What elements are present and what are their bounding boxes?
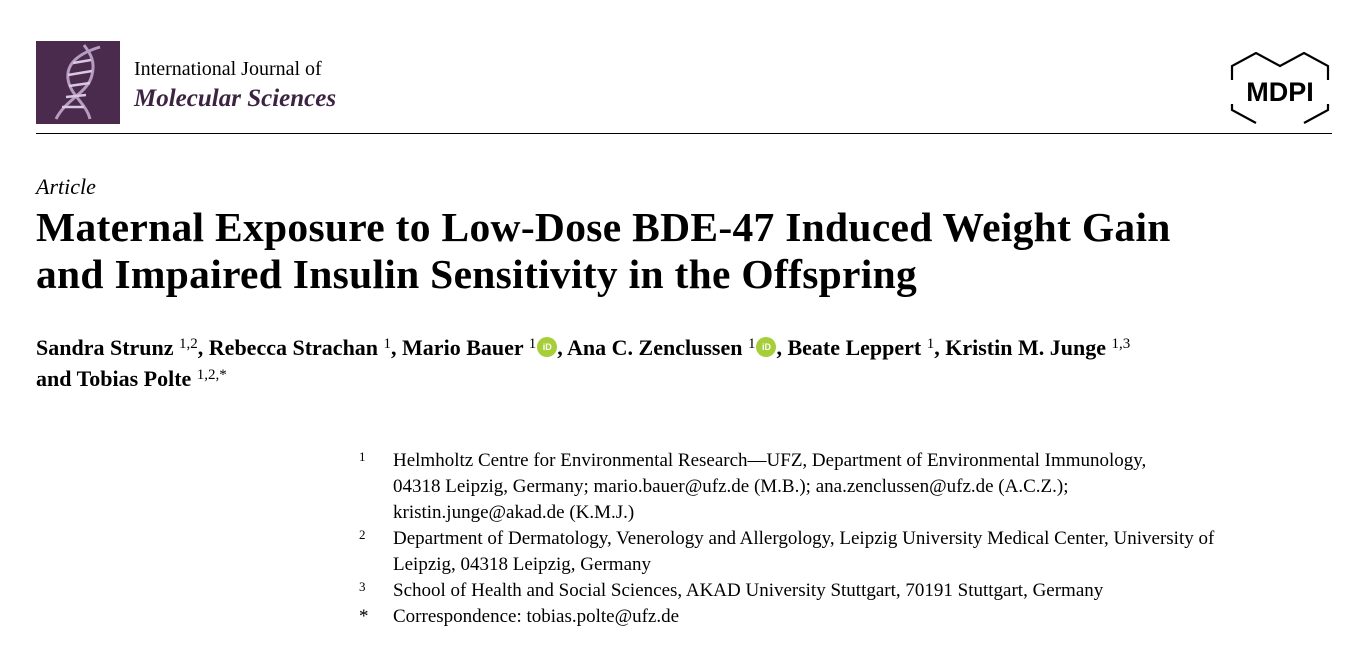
author-name[interactable]: Sandra Strunz — [36, 335, 174, 360]
author-affiliation-ref: 1 — [528, 336, 537, 352]
affiliation-text: 04318 Leipzig, Germany; mario.bauer@ufz.de (M.B.); ana.zenclussen@ufz.de (A.C.Z.); — [393, 476, 1069, 497]
author-name[interactable]: Ana C. Zenclussen — [567, 335, 743, 360]
author-affiliation-ref: 1 — [926, 336, 935, 352]
author-affiliation-ref: 1,2,* — [196, 367, 227, 383]
affiliation-marker: 3 — [359, 579, 366, 594]
affiliation-item — [359, 526, 1339, 578]
author-separator: , — [934, 335, 946, 360]
journal-name-line2: Molecular Sciences — [134, 85, 337, 112]
author-line — [36, 332, 1130, 363]
article-title — [36, 204, 1171, 298]
affiliation-text: School of Health and Social Sciences, AKAD University Stuttgart, 70191 Stuttgart, Germany — [393, 580, 1104, 601]
correspondence-marker: * — [359, 606, 369, 627]
author-separator: , — [391, 335, 403, 360]
author-name[interactable]: Rebecca Strachan — [208, 335, 379, 360]
affiliation-item — [359, 448, 1339, 526]
orcid-icon[interactable]: iD — [537, 337, 557, 357]
author-line — [36, 363, 1130, 394]
author-affiliation-ref: 1,3 — [1111, 336, 1131, 352]
affiliation-marker: 1 — [359, 449, 366, 464]
author-separator: , — [557, 335, 568, 360]
mdpi-logo[interactable] — [1226, 52, 1334, 124]
correspondence-text[interactable]: Correspondence: tobias.polte@ufz.de — [393, 606, 680, 627]
publisher-name: MDPI — [1246, 77, 1314, 107]
author-list — [36, 332, 1130, 394]
author-affiliation-ref: 1,2 — [179, 336, 198, 352]
article-title-line: and Impaired Insulin Sensitivity in the Offspring — [36, 251, 918, 297]
affiliation-marker: 2 — [359, 527, 366, 542]
affiliation-text: Department of Dermatology, Venerology and Allergology, Leipzig University Medical Center, University of — [393, 528, 1215, 549]
author-separator: , — [197, 335, 209, 360]
affiliation-text: Helmholtz Centre for Environmental Research—UFZ, Department of Environmental Immunology, — [393, 450, 1147, 471]
author-affiliation-ref: 1 — [383, 336, 392, 352]
journal-name-line1: International Journal of — [134, 58, 322, 80]
author-affiliation-ref: 1 — [747, 336, 756, 352]
dna-helix-icon — [36, 41, 120, 124]
author-separator: , — [776, 335, 788, 360]
affiliation-text: Leipzig, 04318 Leipzig, Germany — [393, 554, 652, 575]
affiliation-item — [359, 578, 1339, 604]
correspondence-item — [359, 604, 1339, 630]
orcid-icon[interactable]: iD — [756, 337, 776, 357]
mdpi-hexagon-logo — [1226, 52, 1334, 124]
author-name[interactable]: Beate Leppert — [787, 335, 922, 360]
author-name[interactable]: Mario Bauer — [402, 335, 524, 360]
author-name[interactable]: and Tobias Polte — [36, 366, 192, 391]
affiliation-list — [359, 448, 1339, 630]
article-type: Article — [36, 174, 96, 199]
affiliation-text: kristin.junge@akad.de (K.M.J.) — [393, 502, 635, 523]
journal-logo — [36, 41, 120, 124]
article-title-line: Maternal Exposure to Low-Dose BDE-47 Induced Weight Gain — [36, 204, 1171, 250]
author-name[interactable]: Kristin M. Junge — [945, 335, 1106, 360]
header-divider — [36, 133, 1332, 134]
